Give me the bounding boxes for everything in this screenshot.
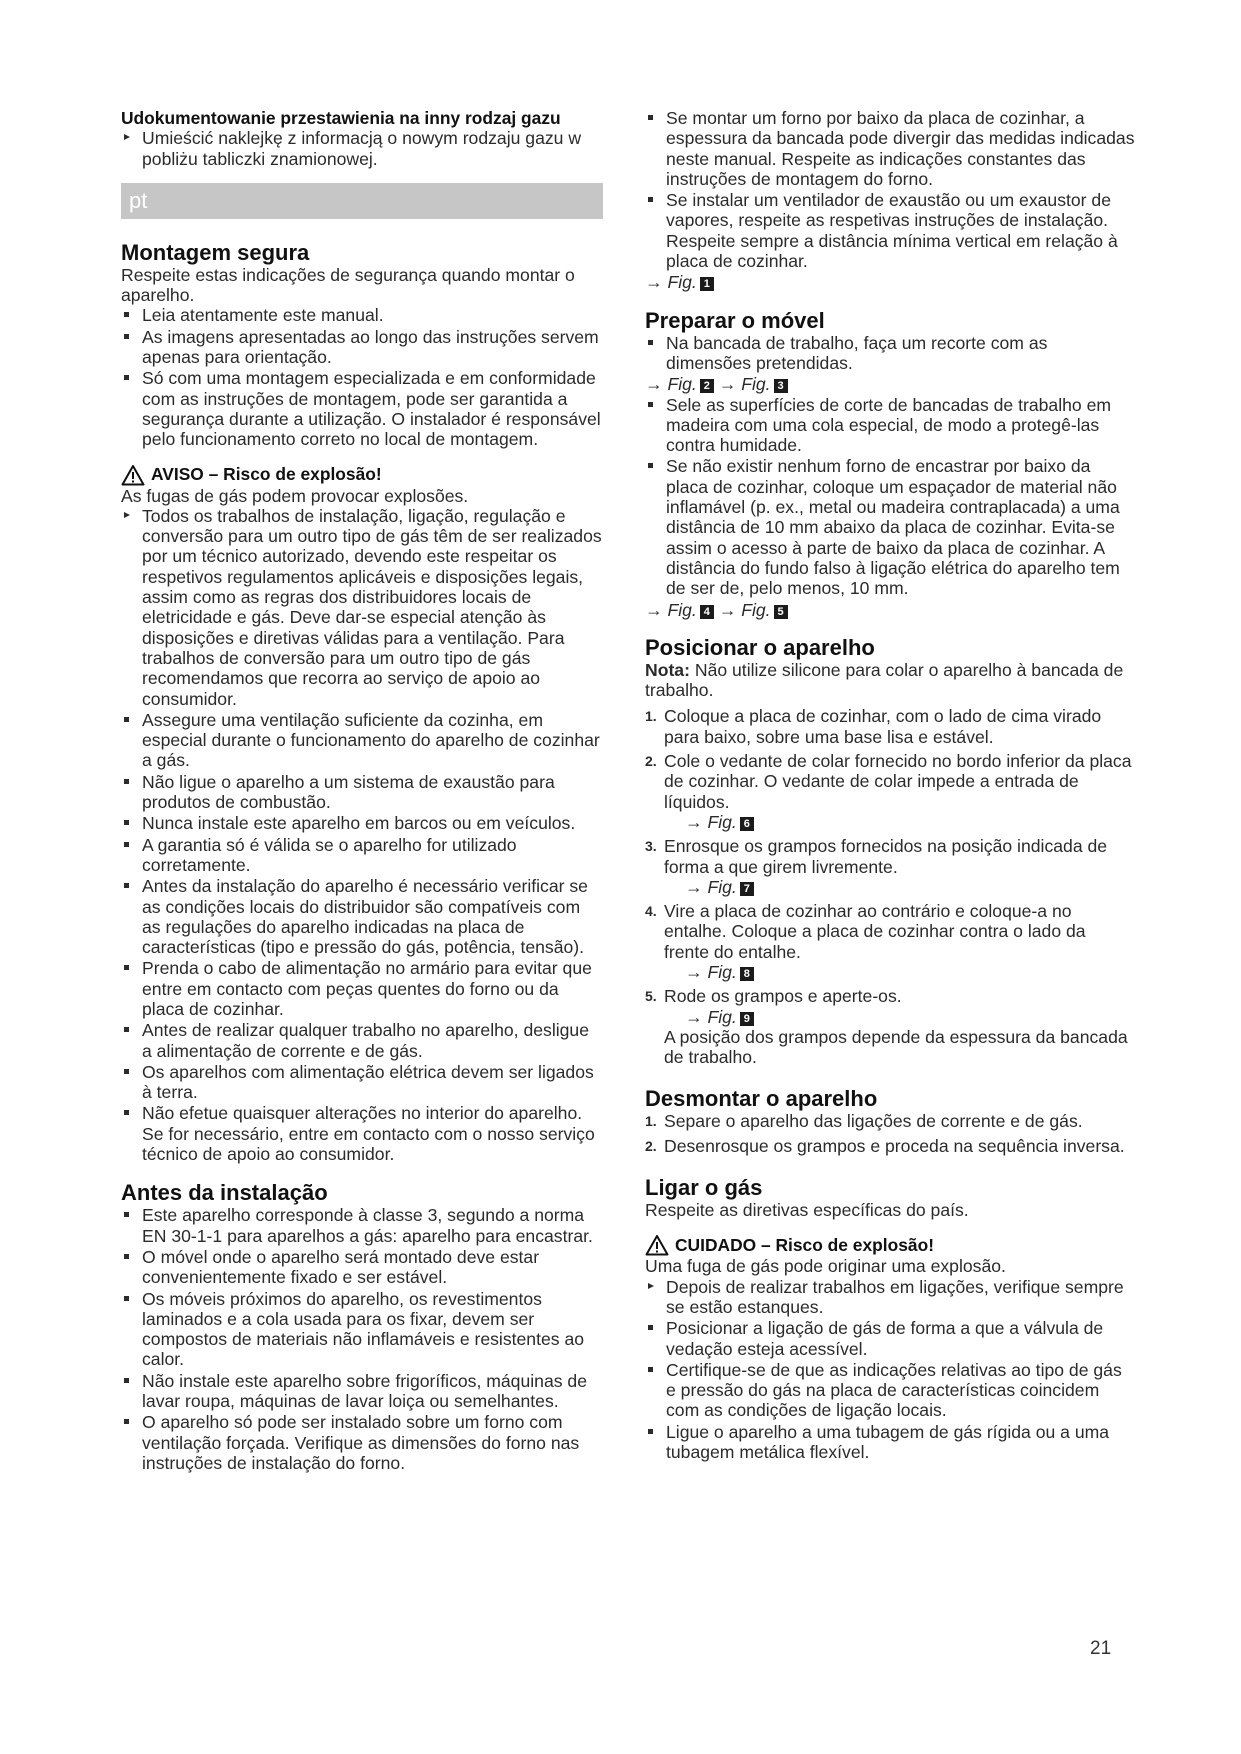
list-item: Sele as superfícies de corte de bancadas de trabalho em madeira com uma cola especial, de modo a protegê-las contra humidade. <box>645 395 1135 456</box>
list-item: Antes de realizar qualquer trabalho no aparelho, desligue a alimentação de corrente e de gás. <box>121 1020 603 1061</box>
list-item: O móvel onde o aparelho será montado deve estar convenientemente fixado e ser estável. <box>121 1247 603 1288</box>
antes-list <box>121 1205 603 1473</box>
figure-reference: → Fig. 2 → Fig. 3 <box>645 374 1135 394</box>
figure-number: 7 <box>740 882 754 896</box>
list-item: Não instale este aparelho sobre frigoríficos, máquinas de lavar roupa, máquinas de lavar loiça ou semelhantes. <box>121 1371 603 1412</box>
caution-label: CUIDADO – Risco de explosão! <box>675 1235 934 1256</box>
polish-heading: Udokumentowanie przestawienia na inny rodzaj gazu <box>121 108 561 128</box>
polish-action-item: Umieścić naklejkę z informacją o nowym rodzaju gazu w pobliżu tabliczki znamionowej. <box>121 128 603 169</box>
list-item: Posicionar a ligação de gás de forma a que a válvula de vedação esteja acessível. <box>645 1318 1135 1359</box>
oven-list <box>645 108 1135 271</box>
list-item: Se montar um forno por baixo da placa de cozinhar, a espessura da bancada pode divergir das medidas indicadas neste manual. Respeite as indicações constantes das instruções de montagem do forno. <box>645 108 1135 189</box>
figure-reference: → Fig. 8 <box>664 962 1135 982</box>
warning-triangle-icon <box>121 464 145 486</box>
figure-reference: → Fig. 1 <box>645 272 1135 292</box>
figure-reference: → Fig. 4 → Fig. 5 <box>645 600 1135 620</box>
language-bar <box>121 183 603 219</box>
warning-heading <box>121 464 603 486</box>
section-title-antes: Antes da instalação <box>121 1180 328 1206</box>
action-item: Depois de realizar trabalhos em ligações, verifique sempre se estão estanques. <box>645 1277 1135 1318</box>
right-column <box>645 108 1135 1463</box>
list-item: Se não existir nenhum forno de encastrar por baixo da placa de cozinhar, coloque um espaçador de material não inflamável (p. ex., metal ou madeira contraplacada) a uma distância de 10 mm abaixo da placa de cozinhar. Evita-se assim o acesso à parte de baixo da placa de cozinhar. A distância do fundo falso à ligação elétrica do aparelho tem de ser de, pelo menos, 10 mm. <box>645 456 1135 598</box>
section-title-desmontar: Desmontar o aparelho <box>645 1086 878 1112</box>
list-item: Este aparelho corresponde à classe 3, segundo a norma EN 30-1-1 para aparelhos a gás: aparelho para encastrar. <box>121 1205 603 1246</box>
figure-reference: → Fig. 6 <box>664 812 1135 832</box>
list-item: Antes da instalação do aparelho é necessário verificar se as condições locais do distribuidor são compatíveis com as regulações do aparelho indicadas na placa de características (tipo e pressão do gás, potência, tensão). <box>121 876 603 957</box>
list-item: Certifique-se de que as indicações relativas ao tipo de gás e pressão do gás na placa de características coincidem com as condições de ligação locais. <box>645 1360 1135 1421</box>
figure-number: 2 <box>700 379 714 393</box>
aviso-list <box>121 506 603 1165</box>
figure-number: 3 <box>774 379 788 393</box>
section-title-posicionar: Posicionar o aparelho <box>645 634 875 660</box>
desmontar-steps <box>645 1111 1135 1156</box>
step-item: 5. Rode os grampos e aperte-os. → Fig. 9 A posição dos grampos depende da espessura da bancada de trabalho. <box>645 986 1135 1067</box>
list-item: Leia atentamente este manual. <box>121 305 603 325</box>
step-item: 2. Desenrosque os grampos e proceda na sequência inversa. <box>645 1135 1125 1156</box>
section-title-ligar: Ligar o gás <box>645 1175 763 1201</box>
list-item: As imagens apresentadas ao longo das instruções servem apenas para orientação. <box>121 327 603 368</box>
list-item: Ligue o aparelho a uma tubagem de gás rígida ou a uma tubagem metálica flexível. <box>645 1422 1135 1463</box>
figure-number: 6 <box>740 817 754 831</box>
language-code: pt <box>129 187 148 213</box>
caution-heading <box>645 1234 1135 1256</box>
step-item: 3. Enrosque os grampos fornecidos na posição indicada de forma a que girem livremente. → Fig. 7 <box>645 836 1135 897</box>
list-item: Na bancada de trabalho, faça um recorte com as dimensões pretendidas. <box>645 333 1135 374</box>
list-item: Os aparelhos com alimentação elétrica devem ser ligados à terra. <box>121 1062 603 1103</box>
note: Nota: Não utilize silicone para colar o aparelho à bancada de trabalho. <box>645 659 1124 701</box>
ligar-intro: Respeite as diretivas específicas do país. <box>645 1200 969 1221</box>
page-number: 21 <box>1090 1638 1112 1659</box>
action-item: Todos os trabalhos de instalação, ligação, regulação e conversão para um outro tipo de gás têm de ser realizados por um técnico autorizado, devendo este respeitar os respetivos regulamentos aplicáveis e disposições legais, assim como as regras dos distribuidores locais de eletricidade e gás. Deve dar-se especial atenção às disposições e diretivas válidas para a ventilação. Para trabalhos de conversão para um outro tipo de gás recomendamos que recorra ao serviço de apoio ao consumidor. <box>121 506 603 709</box>
section-title-montagem: Montagem segura <box>121 239 310 265</box>
step-item: 1. Coloque a placa de cozinhar, com o lado de cima virado para baixo, sobre uma base lisa e estável. <box>645 706 1102 747</box>
figure-number: 1 <box>700 277 714 291</box>
figure-number: 9 <box>740 1012 754 1026</box>
list-item: Os móveis próximos do aparelho, os revestimentos laminados e a cola usada para os fixar, devem ser compostos de materiais não inflamáveis e resistentes ao calor. <box>121 1289 603 1370</box>
step-item: 2. Cole o vedante de colar fornecido no bordo inferior da placa de cozinhar. O vedante de colar impede a entrada de líquidos. → Fig. 6 <box>645 751 1135 832</box>
figure-reference: → Fig. 9 <box>664 1007 1135 1027</box>
step-item: 1. Separe o aparelho das ligações de corrente e de gás. <box>645 1111 1083 1132</box>
figure-number: 5 <box>774 605 788 619</box>
warning-text: As fugas de gás podem provocar explosões. <box>121 485 469 506</box>
figure-number: 8 <box>740 967 754 981</box>
list-item: Só com uma montagem especializada e em conformidade com as instruções de montagem, pode ser garantida a segurança durante a utilização. O instalador é responsável pelo funcionamento correto no local de montagem. <box>121 368 603 449</box>
list-item: A garantia só é válida se o aparelho for utilizado corretamente. <box>121 835 603 876</box>
list-item: Prenda o cabo de alimentação no armário para evitar que entre em contacto com peças quentes do forno ou da placa de cozinhar. <box>121 958 603 1019</box>
list-item: Não ligue o aparelho a um sistema de exaustão para produtos de combustão. <box>121 772 603 813</box>
step-item: 4. Vire a placa de cozinhar ao contrário e coloque-a no entalhe. Coloque a placa de cozinhar contra o lado da frente do entalhe. → Fig. 8 <box>645 901 1135 982</box>
list-item: Nunca instale este aparelho em barcos ou em veículos. <box>121 813 603 833</box>
step-note: A posição dos grampos depende da espessura da bancada de trabalho. <box>664 1026 1128 1068</box>
list-item: Assegure uma ventilação suficiente da cozinha, em especial durante o funcionamento do aparelho de cozinhar a gás. <box>121 710 603 771</box>
figure-reference: → Fig. 7 <box>664 877 1135 897</box>
list-item: Não efetue quaisquer alterações no interior do aparelho. Se for necessário, entre em contacto com o nosso serviço técnico de apoio ao consumidor. <box>121 1103 603 1164</box>
figure-number: 4 <box>700 605 714 619</box>
warning-triangle-icon <box>645 1234 669 1256</box>
warning-label: AVISO – Risco de explosão! <box>151 464 382 485</box>
ligar-list <box>645 1277 1135 1463</box>
montagem-list <box>121 305 603 449</box>
montagem-intro: Respeite estas indicações de segurança quando montar o aparelho. <box>121 264 575 306</box>
left-column <box>121 108 603 1474</box>
section-title-preparar: Preparar o móvel <box>645 307 825 333</box>
list-item: Se instalar um ventilador de exaustão ou um exaustor de vapores, respeite as respetivas instruções de instalação. Respeite sempre a distância mínima vertical em relação à placa de cozinhar. <box>645 190 1135 271</box>
posicionar-steps <box>645 706 1135 1067</box>
caution-text: Uma fuga de gás pode originar uma explosão. <box>645 1256 1006 1277</box>
list-item: O aparelho só pode ser instalado sobre um forno com ventilação forçada. Verifique as dimensões do forno nas instruções de instalação do forno. <box>121 1412 603 1473</box>
